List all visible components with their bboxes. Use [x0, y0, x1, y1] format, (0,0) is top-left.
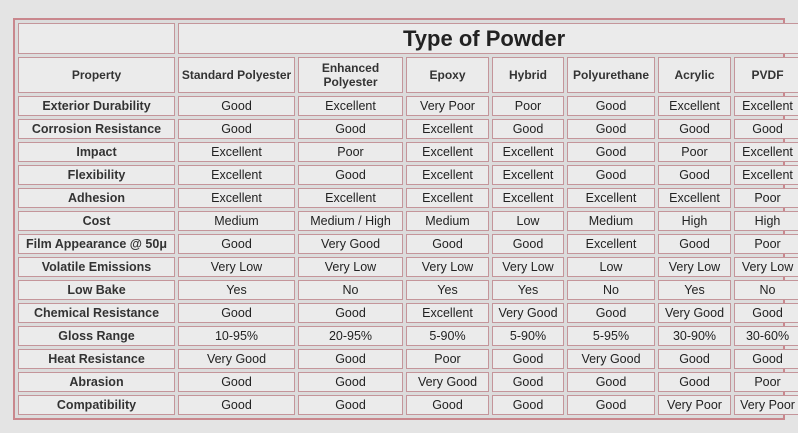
rating-cell: Excellent [178, 165, 295, 185]
rating-cell: Good [492, 234, 564, 254]
rating-cell: High [658, 211, 731, 231]
rating-cell: Good [178, 303, 295, 323]
rating-cell: Yes [492, 280, 564, 300]
rating-cell: Very Poor [406, 96, 489, 116]
rating-cell: Poor [658, 142, 731, 162]
rating-cell: Good [567, 142, 655, 162]
rating-cell: Poor [734, 234, 798, 254]
rating-cell: Excellent [406, 303, 489, 323]
rating-cell: Good [734, 303, 798, 323]
rating-cell: Good [492, 119, 564, 139]
rating-cell: Excellent [492, 142, 564, 162]
rating-cell: Poor [734, 372, 798, 392]
rating-cell: Very Good [178, 349, 295, 369]
rating-cell: Very Good [492, 303, 564, 323]
rating-cell: Good [492, 395, 564, 415]
rating-cell: Excellent [406, 119, 489, 139]
rating-cell: Very Low [298, 257, 403, 277]
rating-cell: Good [178, 395, 295, 415]
rating-cell: 5-90% [492, 326, 564, 346]
property-label: Chemical Resistance [18, 303, 175, 323]
rating-cell: Good [178, 372, 295, 392]
rating-cell: No [734, 280, 798, 300]
rating-cell: Low [567, 257, 655, 277]
rating-cell: Low [492, 211, 564, 231]
rating-cell: Good [658, 234, 731, 254]
column-header: Hybrid [492, 57, 564, 93]
rating-cell: 30-60% [734, 326, 798, 346]
rating-cell: Very Low [178, 257, 295, 277]
rating-cell: Poor [492, 96, 564, 116]
rating-cell: Good [298, 395, 403, 415]
rating-cell: Excellent [178, 142, 295, 162]
rating-cell: Excellent [406, 165, 489, 185]
rating-cell: Excellent [298, 188, 403, 208]
rating-cell: Very Low [734, 257, 798, 277]
rating-cell: Good [658, 119, 731, 139]
rating-cell: Very Good [567, 349, 655, 369]
rating-cell: Very Poor [658, 395, 731, 415]
rating-cell: Very Low [492, 257, 564, 277]
rating-cell: No [298, 280, 403, 300]
rating-cell: Excellent [734, 165, 798, 185]
rating-cell: Good [567, 165, 655, 185]
property-label: Adhesion [18, 188, 175, 208]
property-label: Film Appearance @ 50μ [18, 234, 175, 254]
rating-cell: Good [492, 372, 564, 392]
rating-cell: Excellent [406, 188, 489, 208]
table-row [18, 234, 798, 254]
table-row [18, 303, 798, 323]
rating-cell: Good [567, 303, 655, 323]
rating-cell: Medium [567, 211, 655, 231]
column-header: Polyurethane [567, 57, 655, 93]
rating-cell: Poor [406, 349, 489, 369]
rating-cell: Good [658, 349, 731, 369]
rating-cell: Good [178, 234, 295, 254]
title-row [18, 23, 798, 54]
rating-cell: Yes [178, 280, 295, 300]
table-row [18, 349, 798, 369]
header-row [18, 57, 798, 93]
rating-cell: Medium [178, 211, 295, 231]
rating-cell: Good [567, 96, 655, 116]
table-row [18, 119, 798, 139]
property-label: Cost [18, 211, 175, 231]
rating-cell: Good [734, 349, 798, 369]
rating-cell: Excellent [492, 165, 564, 185]
property-label: Corrosion Resistance [18, 119, 175, 139]
property-label: Low Bake [18, 280, 175, 300]
rating-cell: Very Good [658, 303, 731, 323]
rating-cell: Good [298, 303, 403, 323]
rating-cell: Good [567, 372, 655, 392]
rating-cell: Medium / High [298, 211, 403, 231]
rating-cell: Good [298, 372, 403, 392]
table-row [18, 188, 798, 208]
rating-cell: Excellent [178, 188, 295, 208]
column-header: PVDF [734, 57, 798, 93]
rating-cell: Good [567, 395, 655, 415]
rating-cell: Yes [406, 280, 489, 300]
rating-cell: Excellent [658, 96, 731, 116]
rating-cell: Excellent [406, 142, 489, 162]
rating-cell: Excellent [734, 96, 798, 116]
rating-cell: Excellent [658, 188, 731, 208]
property-label: Compatibility [18, 395, 175, 415]
rating-cell: Very Poor [734, 395, 798, 415]
rating-cell: Very Good [298, 234, 403, 254]
rating-cell: Excellent [298, 96, 403, 116]
rating-cell: Good [492, 349, 564, 369]
rating-cell: Good [298, 119, 403, 139]
column-header: Epoxy [406, 57, 489, 93]
rating-cell: Good [658, 165, 731, 185]
property-label: Heat Resistance [18, 349, 175, 369]
property-label: Flexibility [18, 165, 175, 185]
rating-cell: Excellent [734, 142, 798, 162]
rating-cell: 30-90% [658, 326, 731, 346]
rating-cell: 5-90% [406, 326, 489, 346]
rating-cell: Excellent [567, 188, 655, 208]
rating-cell: 10-95% [178, 326, 295, 346]
rating-cell: No [567, 280, 655, 300]
rating-cell: 20-95% [298, 326, 403, 346]
rating-cell: Good [298, 165, 403, 185]
rating-cell: Yes [658, 280, 731, 300]
table-row [18, 165, 798, 185]
rating-cell: Good [406, 234, 489, 254]
property-label: Exterior Durability [18, 96, 175, 116]
column-header: Standard Polyester [178, 57, 295, 93]
property-label: Impact [18, 142, 175, 162]
table-row [18, 280, 798, 300]
rating-cell: Very Low [658, 257, 731, 277]
table-title: Type of Powder [178, 23, 798, 54]
property-header: Property [18, 57, 175, 93]
rating-cell: Excellent [492, 188, 564, 208]
table-row [18, 211, 798, 231]
table-row [18, 372, 798, 392]
column-header: Acrylic [658, 57, 731, 93]
rating-cell: Good [298, 349, 403, 369]
rating-cell: Good [658, 372, 731, 392]
powder-comparison-table [13, 18, 795, 420]
rating-cell: Excellent [567, 234, 655, 254]
rating-cell: High [734, 211, 798, 231]
table-row [18, 96, 798, 116]
table-row [18, 395, 798, 415]
rating-cell: Very Good [406, 372, 489, 392]
rating-cell: Medium [406, 211, 489, 231]
rating-cell: Good [567, 119, 655, 139]
rating-cell: Good [406, 395, 489, 415]
rating-cell: 5-95% [567, 326, 655, 346]
column-header: Enhanced Polyester [298, 57, 403, 93]
rating-cell: Very Low [406, 257, 489, 277]
rating-cell: Poor [298, 142, 403, 162]
empty-corner-cell [18, 23, 175, 54]
rating-cell: Good [178, 96, 295, 116]
property-label: Gloss Range [18, 326, 175, 346]
property-label: Abrasion [18, 372, 175, 392]
property-label: Volatile Emissions [18, 257, 175, 277]
table-row [18, 257, 798, 277]
rating-cell: Good [734, 119, 798, 139]
rating-cell: Good [178, 119, 295, 139]
table-row [18, 142, 798, 162]
rating-cell: Poor [734, 188, 798, 208]
table-row [18, 326, 798, 346]
